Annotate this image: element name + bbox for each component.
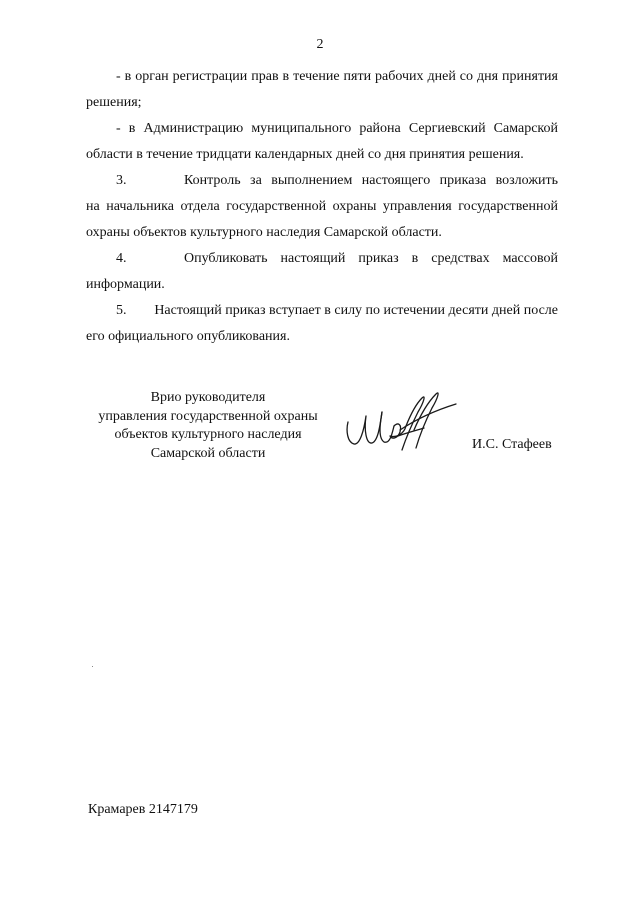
signatory-position-line: объектов культурного наследия [114, 427, 302, 442]
paragraph-2-line-1: - в Администрацию муниципального района Сергиевский Самарской [116, 121, 558, 136]
signatory-name: И.С. Стафеев [472, 437, 552, 452]
paragraph-3-line-3: охраны объектов культурного наследия Самарской области. [86, 225, 442, 240]
executor-info: Крамарев 2147179 [88, 802, 198, 817]
signatory-position-line: управления государственной охраны [98, 408, 318, 424]
paragraph-3-line-1 [116, 172, 558, 190]
paragraph-5-line-2: его официального опубликования. [86, 329, 290, 344]
page-number: 2 [316, 37, 324, 52]
paragraph-1-line-2: решения; [86, 95, 142, 110]
paragraph-3-line-2: на начальника отдела государственной охраны управления государственной [86, 199, 558, 214]
paragraph-3-number: 3. [116, 173, 127, 188]
paragraph-4-line-1 [116, 250, 558, 268]
paragraph-4-number: 4. [116, 251, 127, 266]
signatory-position-line: Самарской области [150, 445, 266, 461]
paragraph-4-text: Опубликовать настоящий приказ в средствах массовой [184, 251, 558, 266]
paragraph-4-line-2: информации. [86, 277, 165, 292]
paragraph-3-text: Контроль за выполнением настоящего приказа возложить [184, 173, 558, 188]
signatory-position-line: Врио руководителя [150, 390, 266, 405]
scan-dot [92, 666, 93, 667]
paragraph-5-number: 5. [116, 303, 127, 318]
signatory-position [88, 389, 328, 463]
paragraph-1-line-1: - в орган регистрации прав в течение пяти рабочих дней со дня принятия [116, 69, 558, 84]
paragraph-2-line-2: области в течение тридцати календарных дней со дня принятия решения. [86, 147, 524, 162]
paragraph-5-text: Настоящий приказ вступает в силу по истечении десяти дней после [154, 303, 558, 318]
handwritten-signature [340, 386, 460, 456]
paragraph-5-line-1 [116, 302, 558, 320]
